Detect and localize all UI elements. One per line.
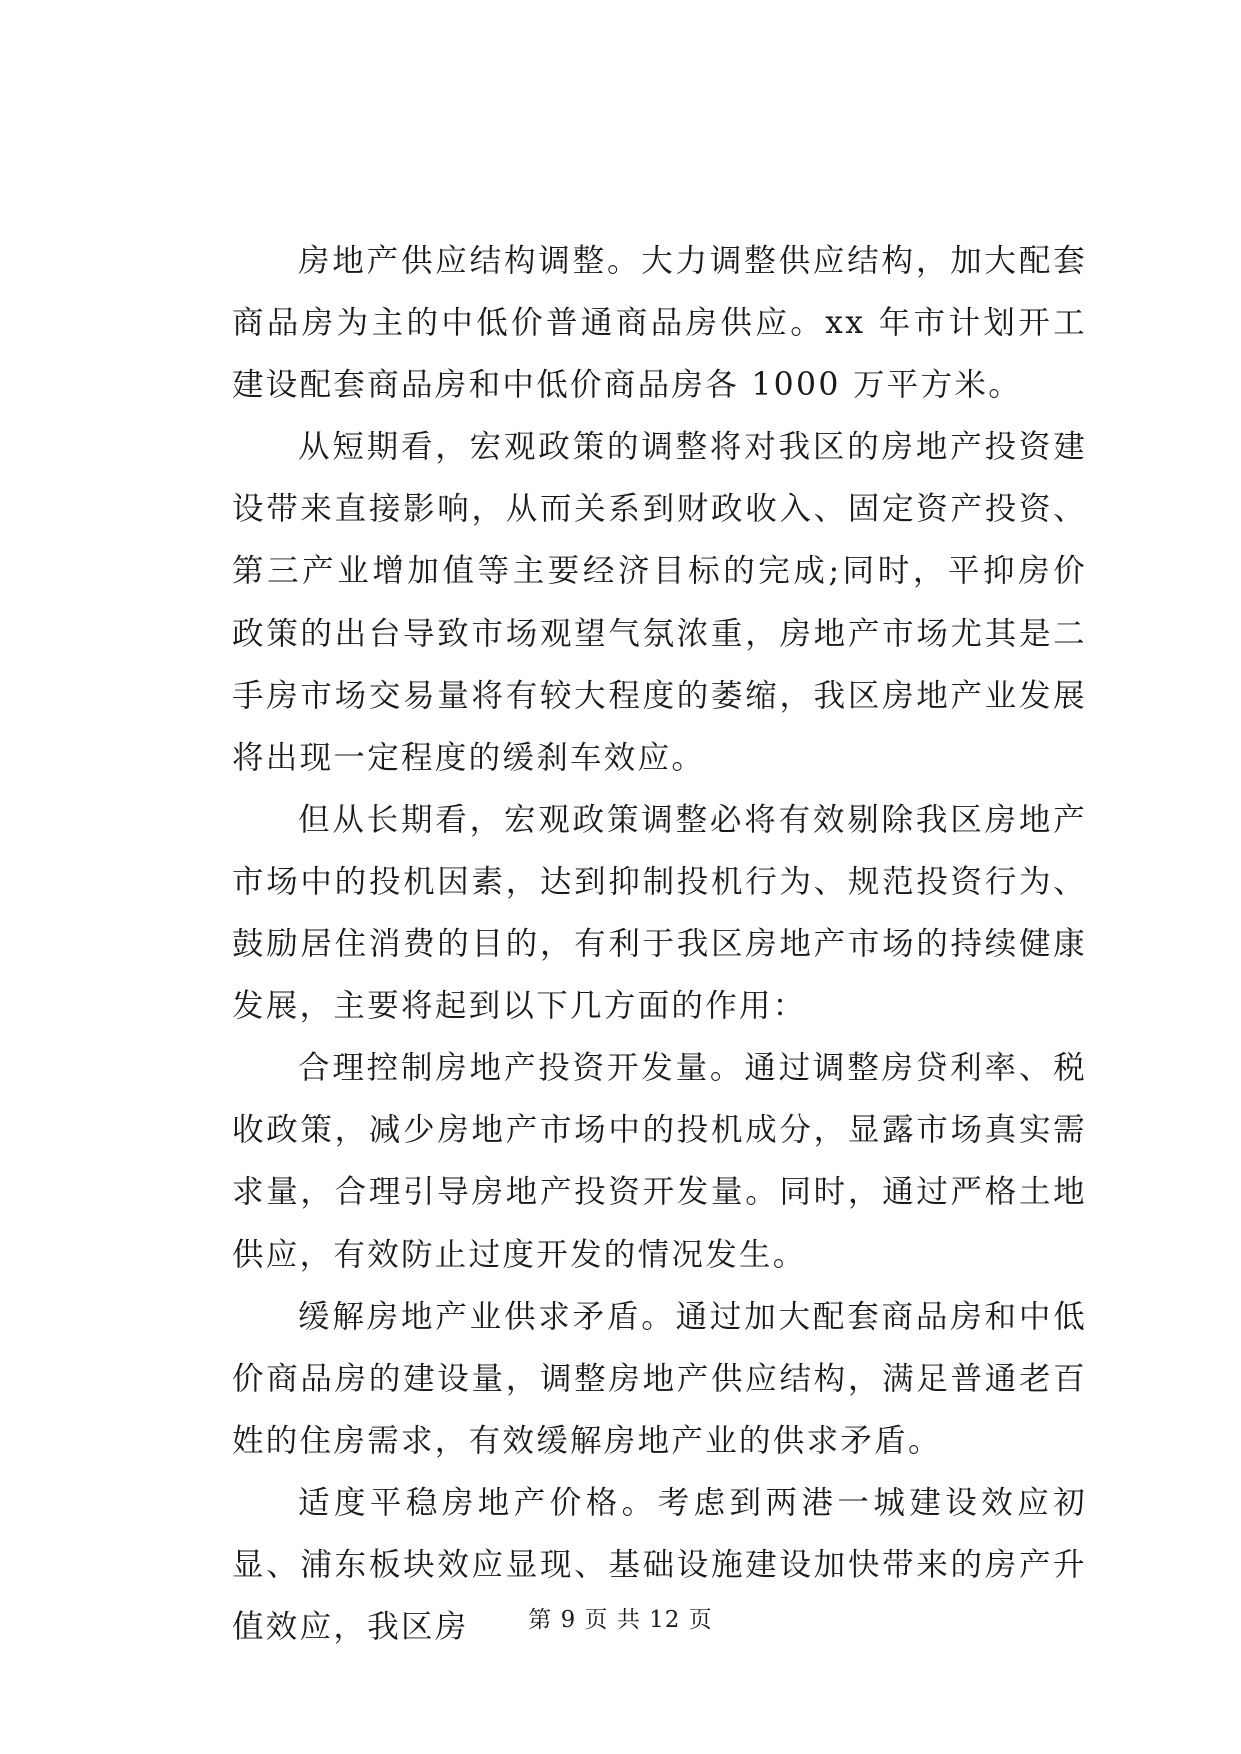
document-body xyxy=(232,230,1087,1658)
page-number-footer: 第 9 页 共 12 页 xyxy=(528,1607,713,1633)
paragraph-stabilize-prices: 适度平稳房地产价格。考虑到两港一城建设效应初显、浦东板块效应显现、基础设施建设加快带来的房产升值效应，我区房 xyxy=(232,1484,1087,1646)
paragraph-long-term: 但从长期看，宏观政策调整必将有效剔除我区房地产市场中的投机因素，达到抑制投机行为、规范投资行为、鼓励居住消费的目的，有利于我区房地产市场的持续健康发展，主要将起到以下几方面的作用： xyxy=(232,801,1087,1025)
paragraph-control-investment: 合理控制房地产投资开发量。通过调整房贷利率、税收政策，减少房地产市场中的投机成分，显露市场真实需求量，合理引导房地产投资开发量。同时，通过严格土地供应，有效防止过度开发的情况发生。 xyxy=(232,1050,1087,1273)
paragraph-short-term: 从短期看，宏观政策的调整将对我区的房地产投资建设带来直接影响，从而关系到财政收入、固定资产投资、第三产业增加值等主要经济目标的完成;同时，平抑房价政策的出台导致市场观望气氛浓重，房地产市场尤其是二手房市场交易量将有较大程度的萎缩，我区房地产业发展将出现一定程度的缓刹车效应。 xyxy=(232,429,1087,776)
paragraph-ease-supply-demand: 缓解房地产业供求矛盾。通过加大配套商品房和中低价商品房的建设量，调整房地产供应结构，满足普通老百姓的住房需求，有效缓解房地产业的供求矛盾。 xyxy=(232,1298,1087,1459)
paragraph-supply-structure: 房地产供应结构调整。大力调整供应结构，加大配套商品房为主的中低价普通商品房供应。xx 年市计划开工建设配套商品房和中低价商品房各 1000 万平方米。 xyxy=(232,243,1087,404)
